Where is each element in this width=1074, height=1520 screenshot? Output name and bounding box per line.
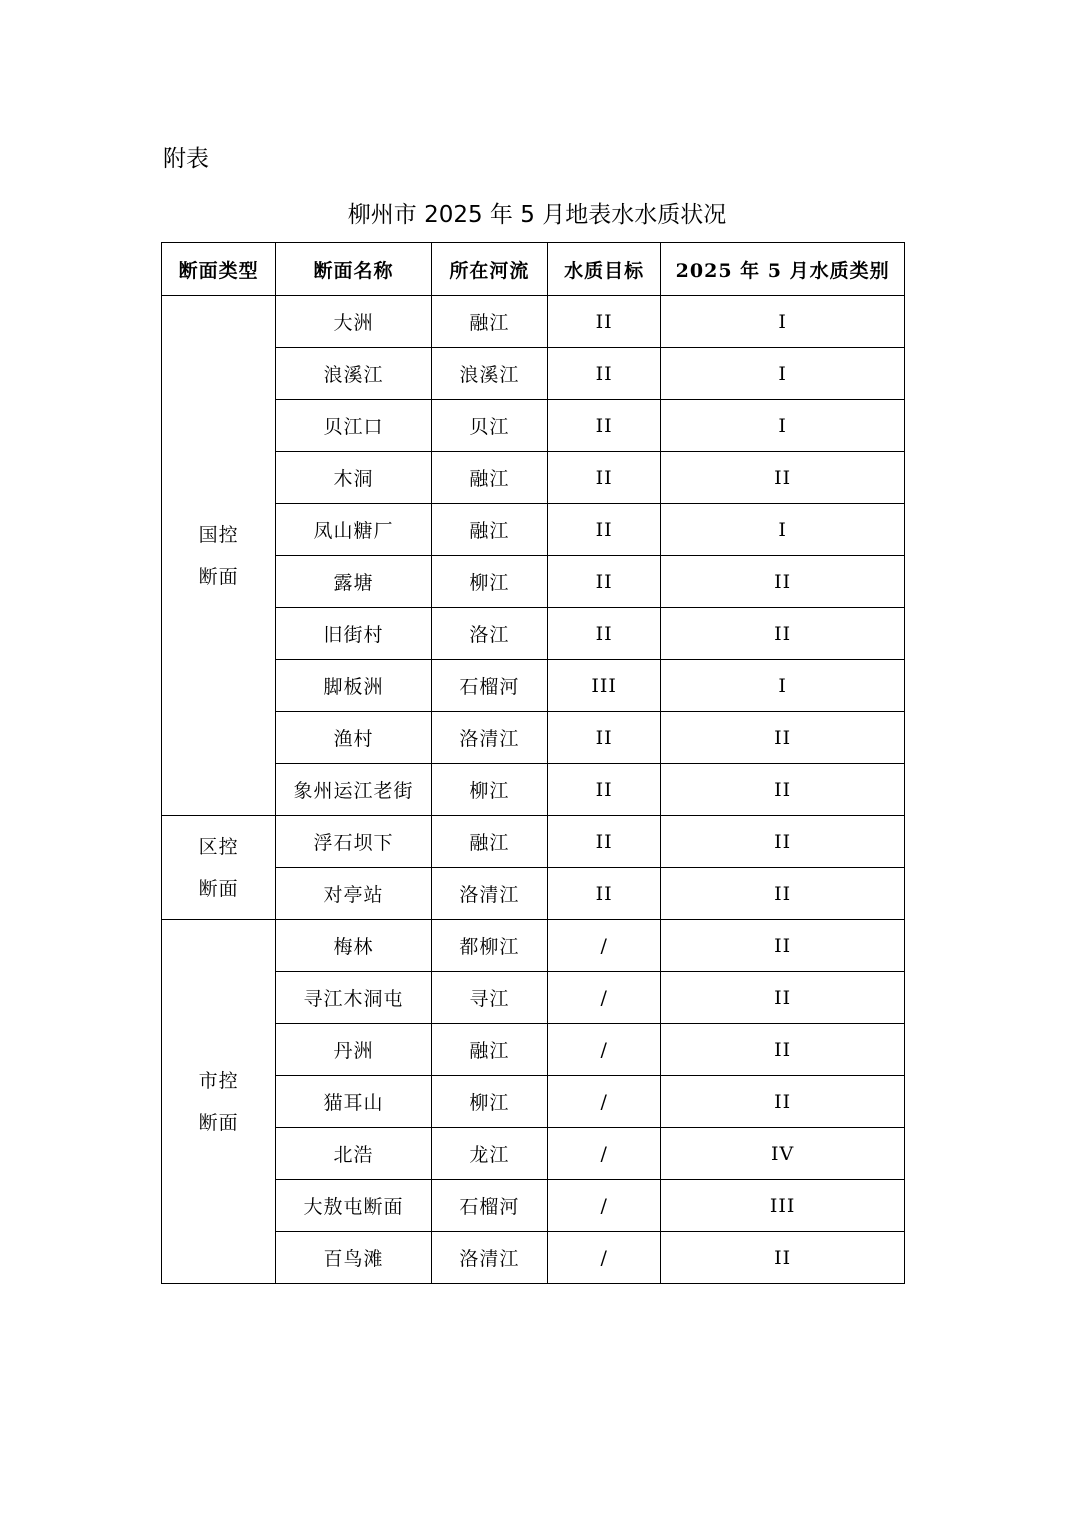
section-name-cell: 木洞 xyxy=(276,452,431,504)
quality-category-cell: I xyxy=(661,348,905,400)
quality-target-cell: II xyxy=(548,764,661,816)
section-name-cell: 猫耳山 xyxy=(276,1076,431,1128)
river-cell: 洛清江 xyxy=(431,868,547,920)
section-name-cell: 象州运江老街 xyxy=(276,764,431,816)
quality-category-cell: II xyxy=(661,1076,905,1128)
river-cell: 龙江 xyxy=(431,1128,547,1180)
section-type-line1: 区控 xyxy=(198,835,239,858)
table-body xyxy=(162,296,905,1284)
quality-target-cell: II xyxy=(548,348,661,400)
quality-category-cell: II xyxy=(661,972,905,1024)
quality-target-cell: / xyxy=(548,1128,661,1180)
river-cell: 柳江 xyxy=(431,764,547,816)
river-cell: 石榴河 xyxy=(431,1180,547,1232)
quality-category-cell: I xyxy=(661,296,905,348)
section-type-line2: 断面 xyxy=(198,877,239,900)
river-cell: 洛清江 xyxy=(431,1232,547,1284)
header-quality-category: 2025 年 5 月水质类别 xyxy=(661,243,905,296)
section-name-cell: 旧街村 xyxy=(276,608,431,660)
quality-target-cell: II xyxy=(548,712,661,764)
river-cell: 寻江 xyxy=(431,972,547,1024)
section-type-line1: 市控 xyxy=(198,1069,239,1092)
quality-category-cell: I xyxy=(661,504,905,556)
river-cell: 融江 xyxy=(431,296,547,348)
section-name-cell: 露塘 xyxy=(276,556,431,608)
section-name-cell: 脚板洲 xyxy=(276,660,431,712)
section-name-cell: 大洲 xyxy=(276,296,431,348)
section-name-cell: 丹洲 xyxy=(276,1024,431,1076)
water-quality-table xyxy=(161,242,905,1284)
quality-target-cell: II xyxy=(548,296,661,348)
quality-target-cell: II xyxy=(548,400,661,452)
quality-category-cell: II xyxy=(661,556,905,608)
quality-target-cell: II xyxy=(548,608,661,660)
section-name-cell: 贝江口 xyxy=(276,400,431,452)
header-section-name: 断面名称 xyxy=(276,243,431,296)
table-header-row xyxy=(162,243,905,296)
section-name-cell: 寻江木洞屯 xyxy=(276,972,431,1024)
quality-target-cell: / xyxy=(548,920,661,972)
quality-category-cell: II xyxy=(661,868,905,920)
header-quality-target: 水质目标 xyxy=(548,243,661,296)
header-section-type: 断面类型 xyxy=(162,243,276,296)
quality-target-cell: / xyxy=(548,1232,661,1284)
quality-category-cell: I xyxy=(661,660,905,712)
quality-category-cell: II xyxy=(661,816,905,868)
quality-target-cell: II xyxy=(548,452,661,504)
section-name-cell: 大敖屯断面 xyxy=(276,1180,431,1232)
quality-category-cell: II xyxy=(661,764,905,816)
quality-target-cell: / xyxy=(548,1076,661,1128)
section-type-line2: 断面 xyxy=(198,565,239,588)
quality-category-cell: IV xyxy=(661,1128,905,1180)
section-name-cell: 北浩 xyxy=(276,1128,431,1180)
quality-target-cell: / xyxy=(548,1180,661,1232)
quality-category-cell: III xyxy=(661,1180,905,1232)
river-cell: 贝江 xyxy=(431,400,547,452)
header-river: 所在河流 xyxy=(431,243,547,296)
river-cell: 洛清江 xyxy=(431,712,547,764)
quality-target-cell: III xyxy=(548,660,661,712)
section-name-cell: 对亭站 xyxy=(276,868,431,920)
quality-category-cell: II xyxy=(661,452,905,504)
section-name-cell: 浮石坝下 xyxy=(276,816,431,868)
quality-target-cell: II xyxy=(548,816,661,868)
section-type-cell xyxy=(162,296,276,816)
table-row xyxy=(162,920,905,972)
river-cell: 融江 xyxy=(431,816,547,868)
quality-target-cell: II xyxy=(548,504,661,556)
quality-category-cell: II xyxy=(661,1232,905,1284)
section-type-cell xyxy=(162,920,276,1284)
section-name-cell: 浪溪江 xyxy=(276,348,431,400)
quality-category-cell: I xyxy=(661,400,905,452)
section-name-cell: 凤山糖厂 xyxy=(276,504,431,556)
river-cell: 融江 xyxy=(431,452,547,504)
river-cell: 洛江 xyxy=(431,608,547,660)
section-name-cell: 百鸟滩 xyxy=(276,1232,431,1284)
section-type-cell xyxy=(162,816,276,920)
section-type-line2: 断面 xyxy=(198,1111,239,1134)
quality-target-cell: / xyxy=(548,972,661,1024)
river-cell: 都柳江 xyxy=(431,920,547,972)
river-cell: 浪溪江 xyxy=(431,348,547,400)
document-title: 柳州市 2025 年 5 月地表水水质状况 xyxy=(347,202,727,228)
quality-category-cell: II xyxy=(661,712,905,764)
table-row xyxy=(162,816,905,868)
quality-category-cell: II xyxy=(661,1024,905,1076)
river-cell: 融江 xyxy=(431,504,547,556)
section-name-cell: 渔村 xyxy=(276,712,431,764)
section-name-cell: 梅林 xyxy=(276,920,431,972)
table-row xyxy=(162,296,905,348)
quality-target-cell: / xyxy=(548,1024,661,1076)
river-cell: 柳江 xyxy=(431,556,547,608)
quality-category-cell: II xyxy=(661,608,905,660)
appendix-label: 附表 xyxy=(163,146,209,172)
section-type-line1: 国控 xyxy=(198,523,239,546)
quality-target-cell: II xyxy=(548,868,661,920)
river-cell: 融江 xyxy=(431,1024,547,1076)
river-cell: 柳江 xyxy=(431,1076,547,1128)
river-cell: 石榴河 xyxy=(431,660,547,712)
quality-target-cell: II xyxy=(548,556,661,608)
quality-category-cell: II xyxy=(661,920,905,972)
